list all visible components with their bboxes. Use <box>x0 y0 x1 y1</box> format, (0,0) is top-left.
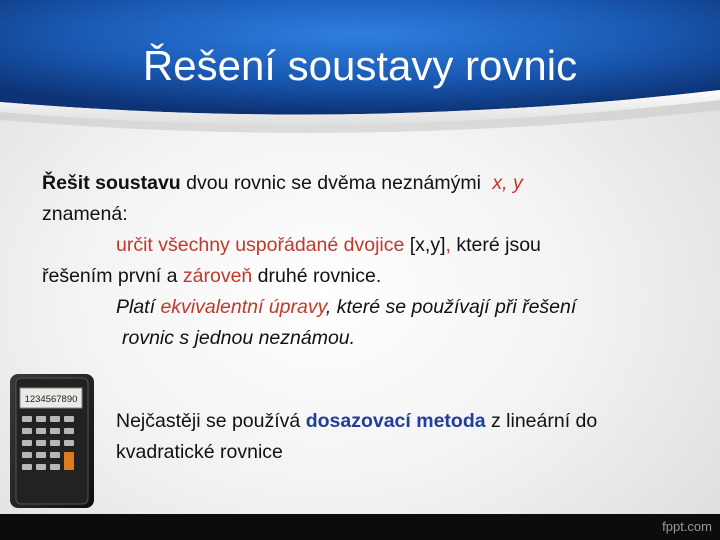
footer-watermark: fppt.com <box>662 519 712 534</box>
p2-black2: které jsou <box>450 234 541 256</box>
p3-red: ekvivalentní úpravy <box>160 296 326 318</box>
p3-part1: Platí <box>116 296 161 318</box>
p1-line2: znamená: <box>42 203 128 225</box>
p1-vars: x, y <box>492 172 523 194</box>
p2-black1: [x,y] <box>409 234 446 256</box>
p4-line2: kvadratické rovnice <box>116 441 283 463</box>
p2-black4: druhé rovnice. <box>252 265 382 287</box>
p1-bold: Řešit soustavu <box>42 172 181 194</box>
calculator-display: 1234567890 <box>24 394 78 405</box>
p2-black3: řešením první a <box>42 265 183 287</box>
p4-blue: dosazovací metoda <box>305 410 486 432</box>
p1-line1 <box>42 168 702 199</box>
calculator-icon <box>10 374 98 512</box>
p3-line2: rovnic s jednou neznámou. <box>122 327 356 349</box>
p1-normal: dvou rovnic se dvěma neznámými <box>180 172 487 194</box>
p3-line1 <box>42 292 702 323</box>
p2-line1 <box>42 230 702 261</box>
p4-part2: z lineární do <box>485 410 598 432</box>
slide-title: Řešení soustavy rovnic <box>142 42 578 89</box>
dosazovaci-paragraph <box>116 406 716 468</box>
p2-red3: zároveň <box>182 265 253 287</box>
p2-red2: , <box>445 234 451 256</box>
bottom-bar <box>0 514 720 540</box>
p2-red1: určit všechny uspořádané dvojice <box>116 234 410 256</box>
p4-line1 <box>116 406 716 437</box>
p2-line2 <box>42 261 702 292</box>
p3-part2: , které se používají při řešení <box>325 296 577 318</box>
main-text <box>42 168 702 354</box>
p4-part1: Nejčastěji se používá <box>116 410 306 432</box>
